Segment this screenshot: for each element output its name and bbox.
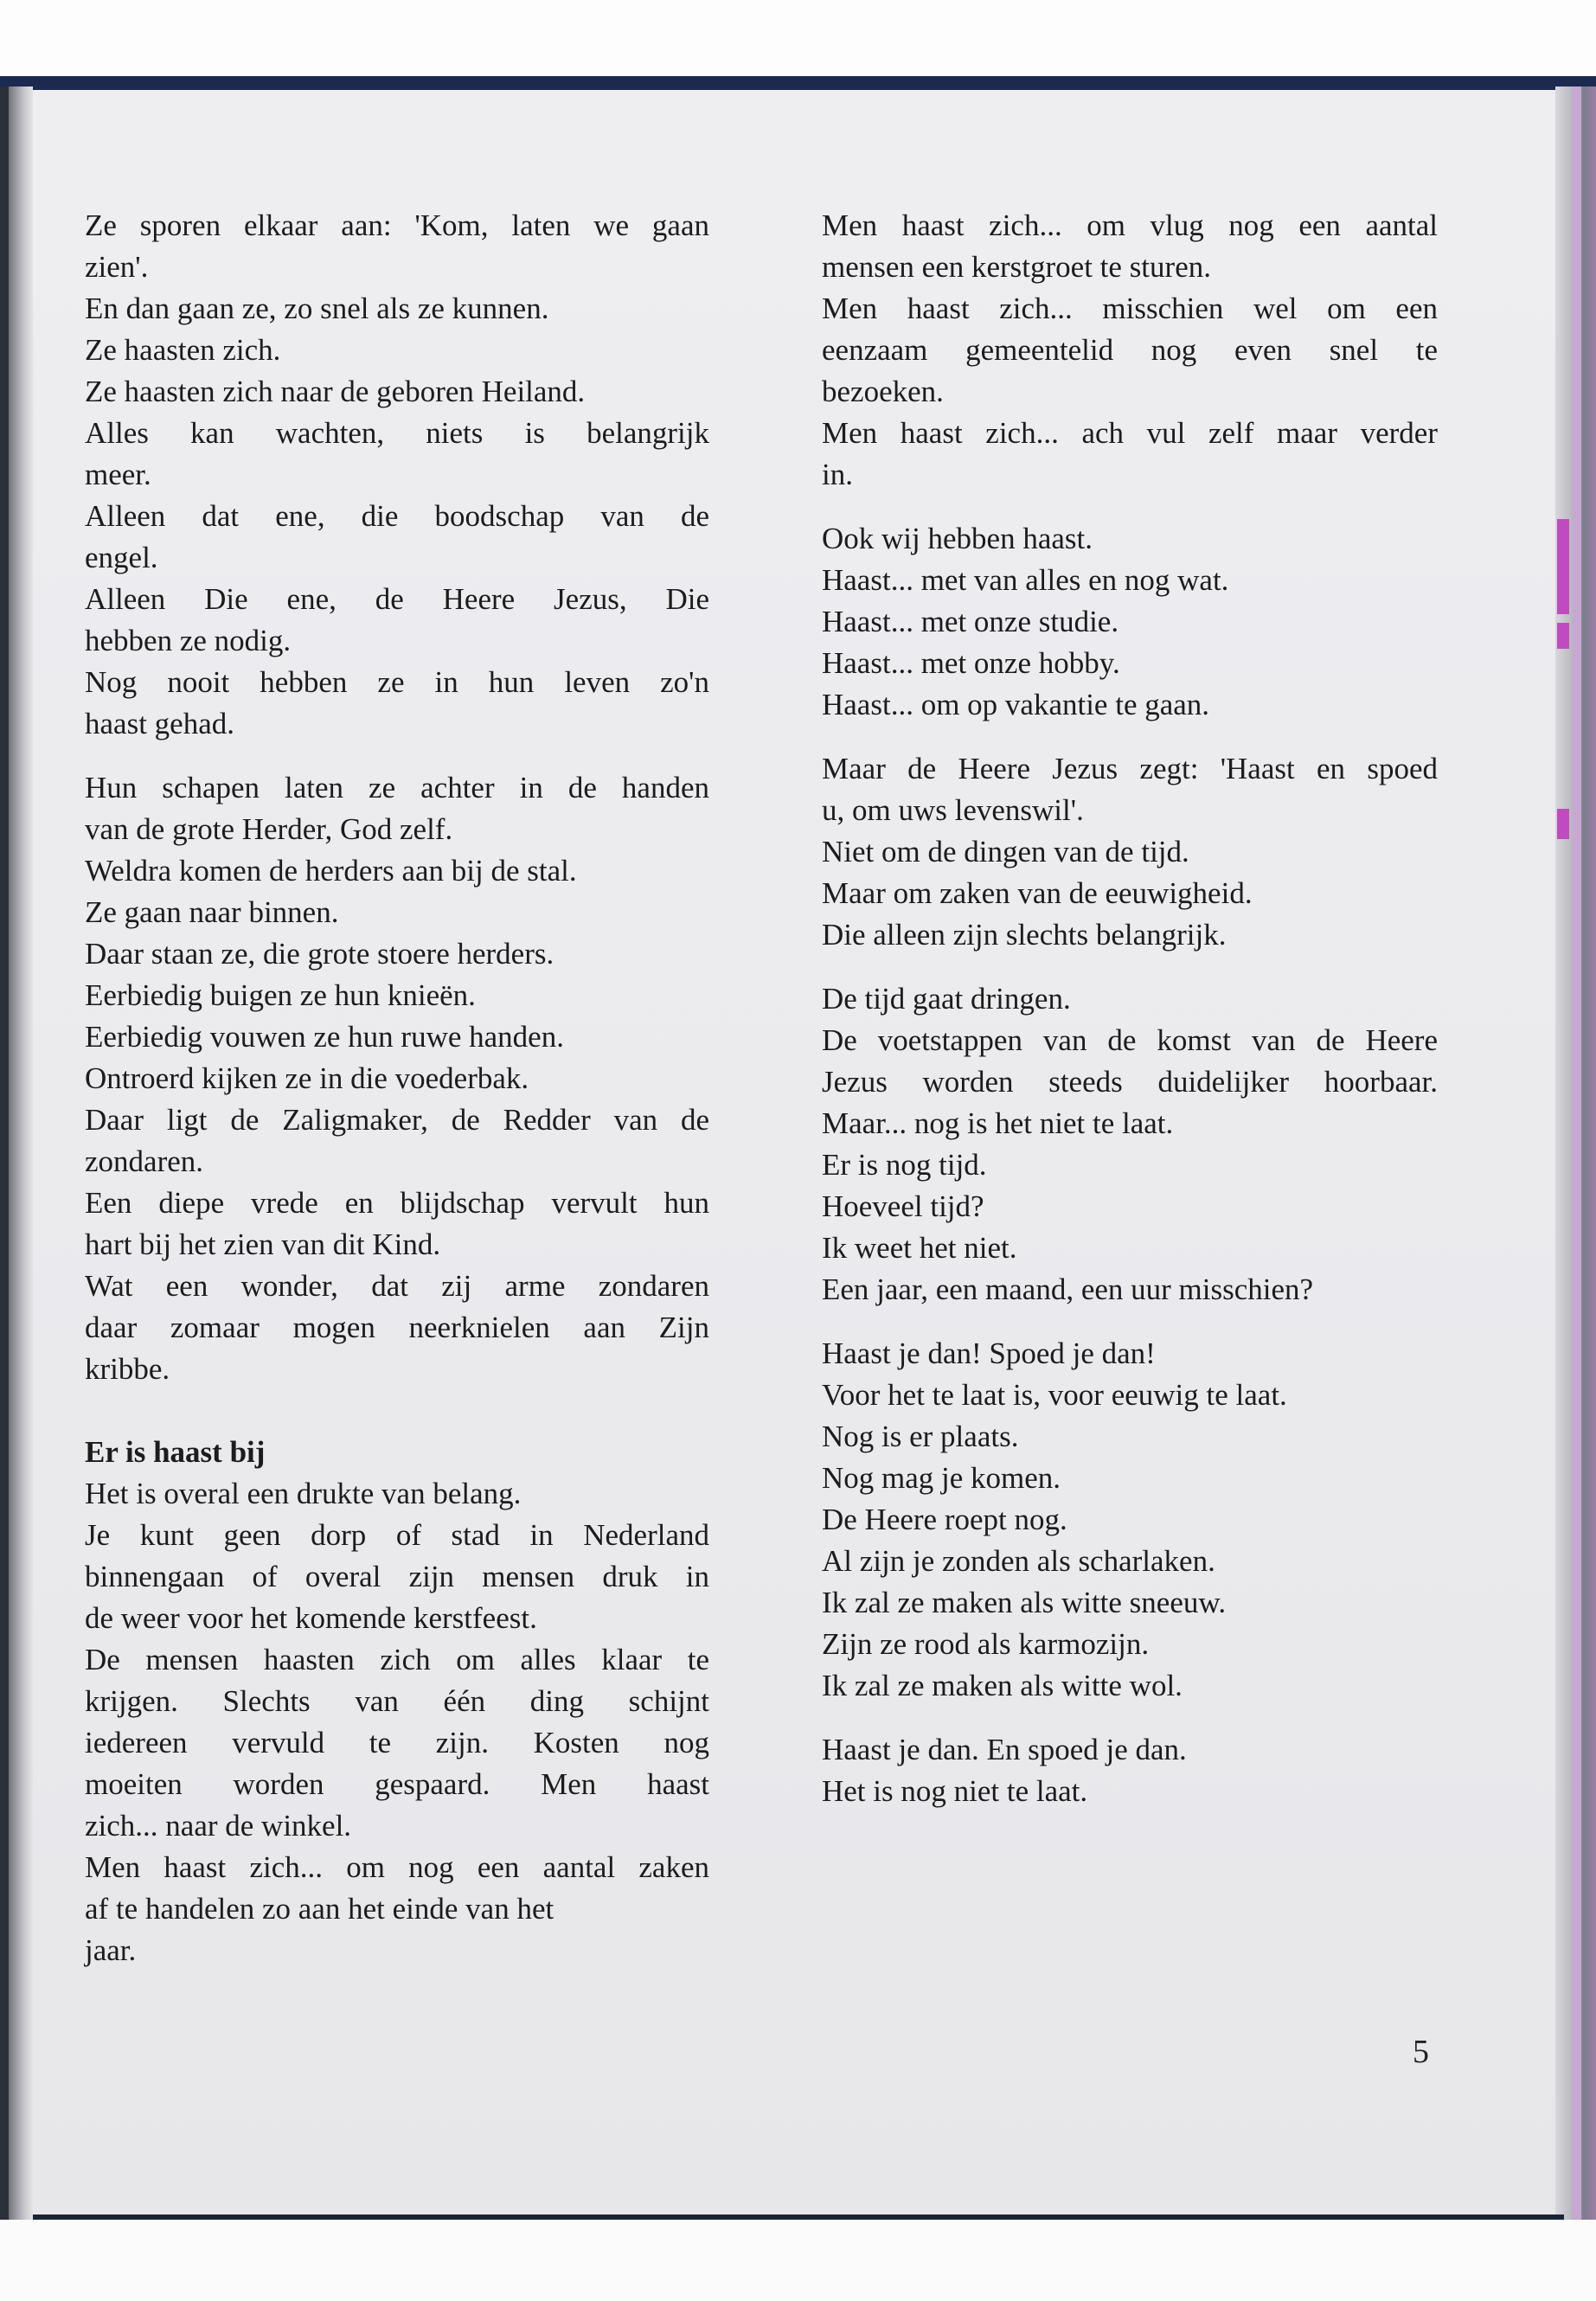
binding-shadow <box>0 87 9 2223</box>
text-line: Ze haasten zich naar de geboren Heiland. <box>85 375 586 408</box>
text-line: Haast... om op vakantie te gaan. <box>822 688 1210 721</box>
text-line: Zijn ze rood als karmozijn. <box>822 1627 1150 1661</box>
text-line: Jezus worden steeds duidelijker hoorbaar. <box>822 1065 1438 1099</box>
text-line: Haast je dan. En spoed je dan. <box>822 1733 1187 1766</box>
text-line: zich... naar de winkel. <box>85 1809 352 1843</box>
text-line: Wat een wonder, dat zij arme zondaren <box>85 1269 709 1303</box>
text-line: Nog mag je komen. <box>822 1461 1061 1495</box>
text-line: Men haast zich... om vlug nog een aantal <box>822 208 1438 242</box>
text-line: Nog nooit hebben ze in hun leven zo'n <box>85 665 709 699</box>
text-line: Alleen Die ene, de Heere Jezus, Die <box>85 582 709 616</box>
cover-edge-right <box>1573 87 1581 2223</box>
scan-background-bottom <box>0 2220 1596 2301</box>
text-line: Ik weet het niet. <box>822 1231 1017 1265</box>
text-line: Hun schapen laten ze achter in de handen <box>85 771 709 804</box>
text-line: Ontroerd kijken ze in die voederbak. <box>85 1061 529 1095</box>
text-line: bezoeken. <box>822 375 944 408</box>
text-line: mensen een kerstgroet te sturen. <box>822 250 1211 284</box>
text-line: engel. <box>85 541 158 574</box>
text-line: daar zomaar mogen neerknielen aan Zijn <box>85 1311 709 1344</box>
text-line: Niet om de dingen van de tijd. <box>822 835 1189 868</box>
text-line: moeiten worden gespaard. Men haast <box>85 1767 709 1801</box>
text-line: Alles kan wachten, niets is belangrijk <box>85 416 709 450</box>
text-line: Men haast zich... misschien wel om een <box>822 292 1438 325</box>
text-line: u, om uws levenswil'. <box>822 793 1084 827</box>
text-line: Haast... met onze hobby. <box>822 646 1120 680</box>
text-line: Maar... nog is het niet te laat. <box>822 1106 1174 1140</box>
text-line: Je kunt geen dorp of stad in Nederland <box>85 1518 709 1552</box>
text-line: kribbe. <box>85 1352 170 1386</box>
text-line: Ik zal ze maken als witte wol. <box>822 1669 1183 1702</box>
text-line: Het is nog niet te laat. <box>822 1774 1088 1808</box>
left-text-column <box>85 205 709 1971</box>
text-line: Alleen dat ene, die boodschap van de <box>85 499 709 533</box>
text-line: Maar om zaken van de eeuwigheid. <box>822 876 1253 910</box>
text-line: binnengaan of overal zijn mensen druk in <box>85 1560 709 1593</box>
text-line: Die alleen zijn slechts belangrijk. <box>822 918 1227 952</box>
text-line: De tijd gaat dringen. <box>822 982 1071 1016</box>
text-line: Eerbiedig vouwen ze hun ruwe handen. <box>85 1020 564 1054</box>
text-line: van de grote Herder, God zelf. <box>85 812 453 846</box>
page-number: 5 <box>1413 2034 1429 2070</box>
text-line: hebben ze nodig. <box>85 624 292 657</box>
text-line: Ze gaan naar binnen. <box>85 895 339 929</box>
text-line: Weldra komen de herders aan bij de stal. <box>85 854 577 888</box>
text-line: hart bij het zien van dit Kind. <box>85 1227 441 1261</box>
text-line: jaar. <box>85 1933 137 1967</box>
section-heading: Er is haast bij <box>85 1435 266 1469</box>
text-line: af te handelen zo aan het einde van het <box>85 1892 554 1926</box>
text-line: Haast... met onze studie. <box>822 605 1119 638</box>
text-line: Er is nog tijd. <box>822 1148 987 1182</box>
text-line: De voetstappen van de komst van de Heere <box>822 1023 1438 1057</box>
text-line: Ze haasten zich. <box>85 333 281 367</box>
text-line: Ze sporen elkaar aan: 'Kom, laten we gaan <box>85 208 709 242</box>
text-line: in. <box>822 458 853 491</box>
text-line: haast gehad. <box>85 707 234 740</box>
text-line: Een jaar, een maand, een uur misschien? <box>822 1272 1314 1306</box>
color-marker <box>1557 519 1569 614</box>
text-line: De mensen haasten zich om alles klaar te <box>85 1643 709 1676</box>
text-line: Ik zal ze maken als witte sneeuw. <box>822 1586 1227 1619</box>
color-marker <box>1557 809 1569 839</box>
text-line: Een diepe vrede en blijdschap vervult hun <box>85 1186 709 1220</box>
text-line: de weer voor het komende kerstfeest. <box>85 1601 537 1635</box>
text-line: Ook wij hebben haast. <box>822 522 1093 555</box>
scan-background-top <box>0 0 1596 80</box>
text-line: Voor het te laat is, voor eeuwig te laat. <box>822 1378 1287 1412</box>
text-line: Al zijn je zonden als scharlaken. <box>822 1544 1215 1578</box>
text-line: Men haast zich... ach vul zelf maar verder <box>822 416 1438 450</box>
text-line: zien'. <box>85 250 149 284</box>
text-line: zondaren. <box>85 1144 204 1178</box>
text-line: meer. <box>85 458 151 491</box>
text-line: Men haast zich... om nog een aantal zaken <box>85 1850 709 1884</box>
text-line: krijgen. Slechts van één ding schijnt <box>85 1684 709 1718</box>
text-line: En dan gaan ze, zo snel als ze kunnen. <box>85 292 549 325</box>
text-line: Het is overal een drukte van belang. <box>85 1477 522 1510</box>
text-line: Maar de Heere Jezus zegt: 'Haast en spoed <box>822 752 1438 785</box>
text-line: iedereen vervuld te zijn. Kosten nog <box>85 1726 709 1759</box>
text-line: Haast je dan! Spoed je dan! <box>822 1336 1156 1370</box>
text-line: Haast... met van alles en nog wat. <box>822 563 1229 597</box>
text-line: Daar staan ze, die grote stoere herders. <box>85 937 554 971</box>
text-line: Nog is er plaats. <box>822 1420 1019 1453</box>
right-text-column <box>822 205 1438 1812</box>
text-line: Eerbiedig buigen ze hun knieën. <box>85 978 476 1012</box>
text-line: eenzaam gemeentelid nog even snel te <box>822 333 1438 367</box>
text-line: Daar ligt de Zaligmaker, de Redder van de <box>85 1103 709 1137</box>
color-marker <box>1557 623 1569 649</box>
text-line: Hoeveel tijd? <box>822 1189 984 1223</box>
text-line: De Heere roept nog. <box>822 1503 1067 1536</box>
